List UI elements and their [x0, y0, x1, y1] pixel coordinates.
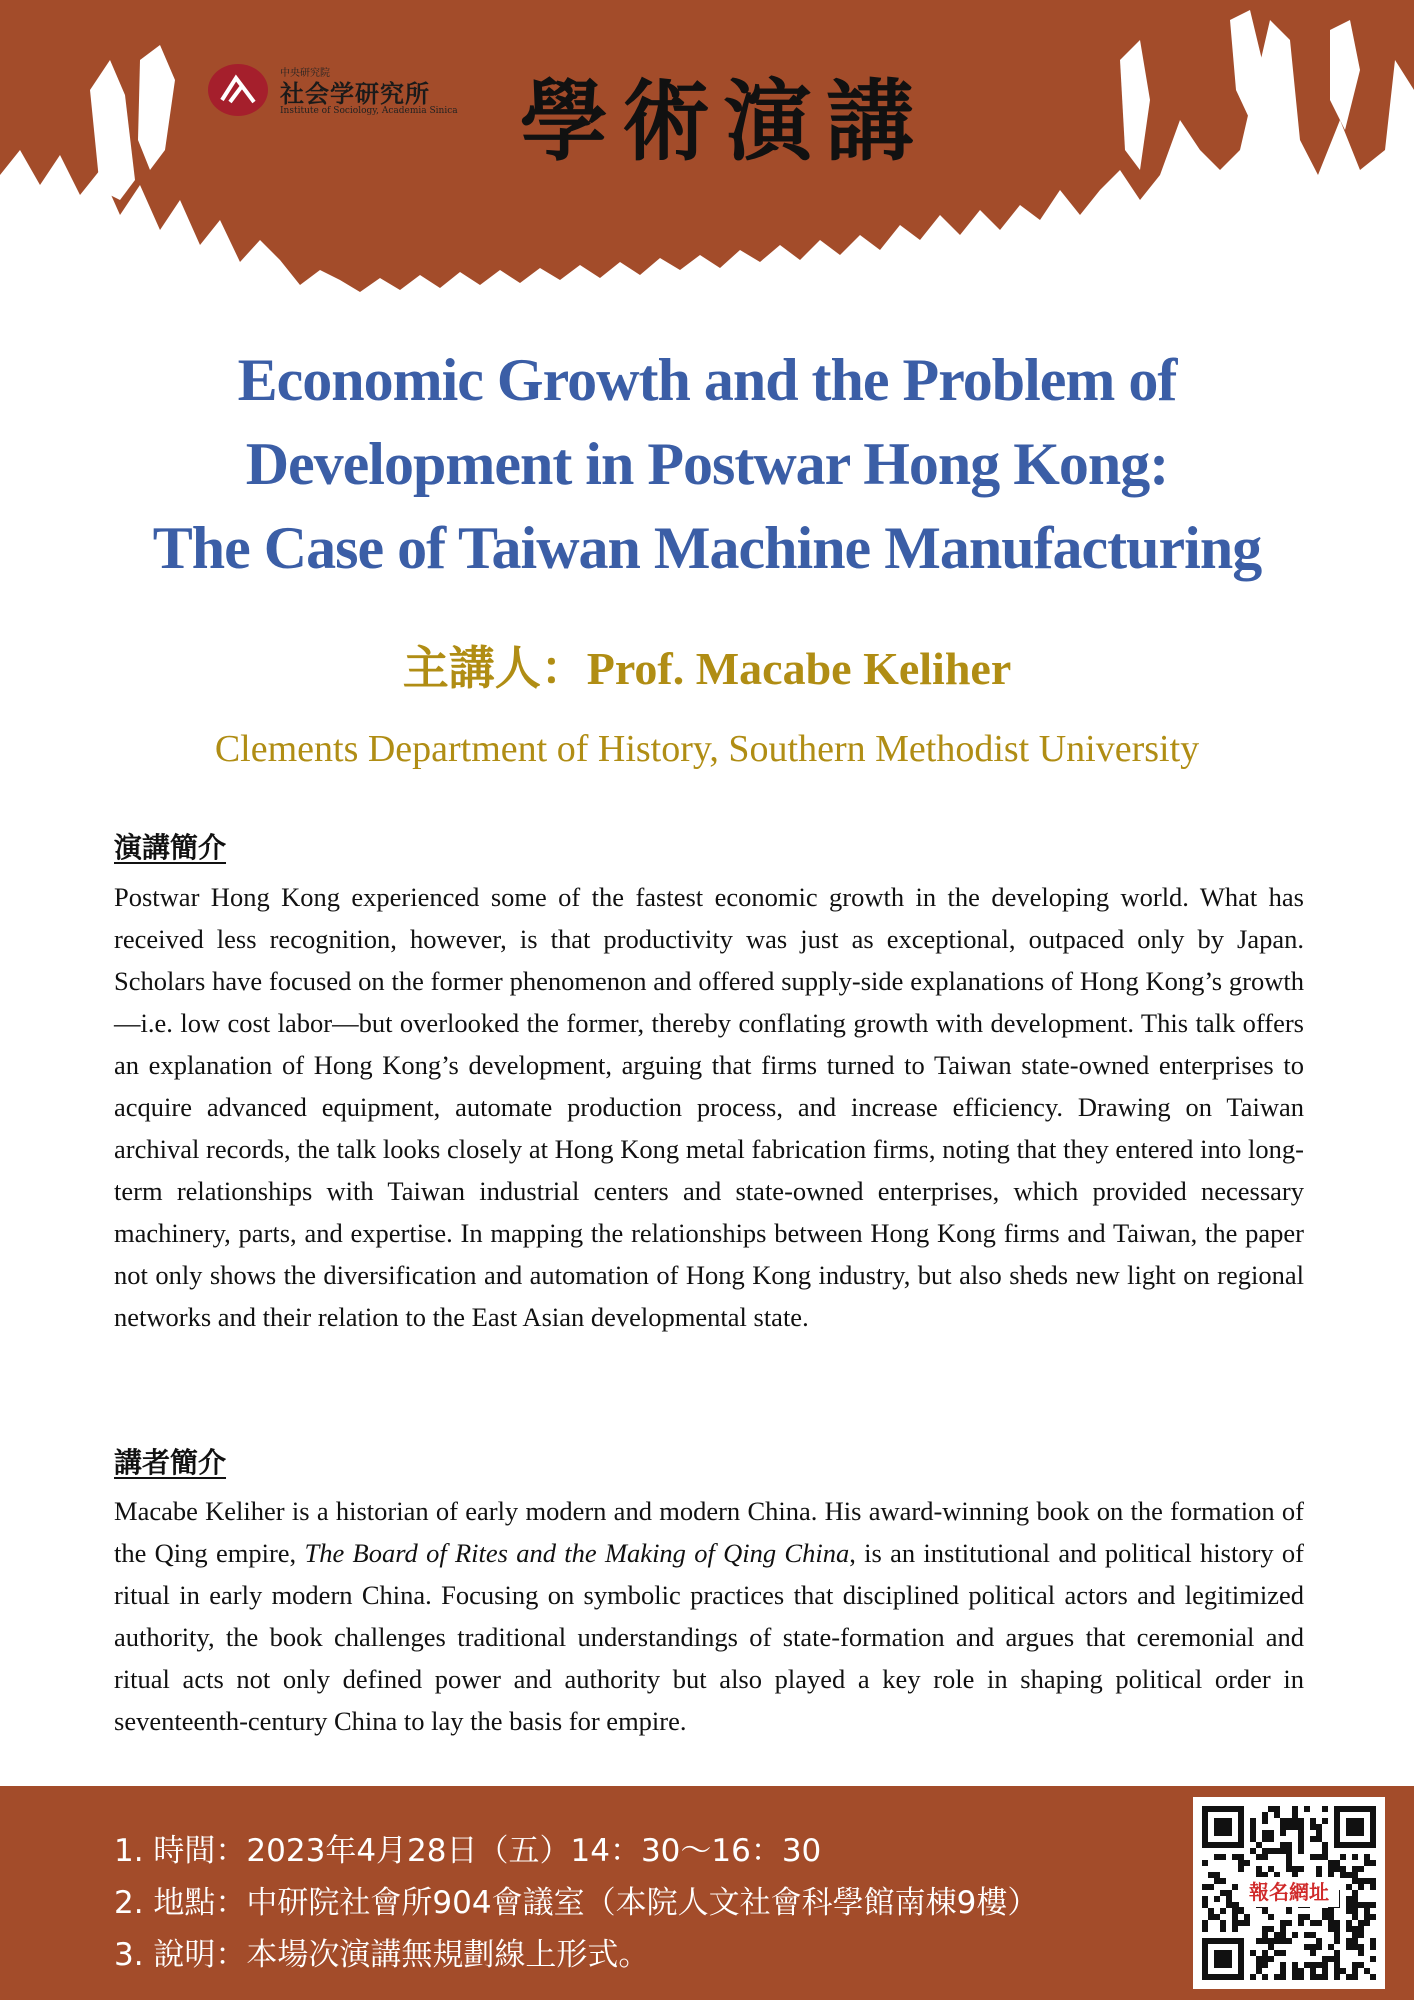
speaker-name: 主講人：Prof. Macabe Keliher [402, 643, 1012, 694]
banner-title: 學術演講 [520, 69, 929, 173]
bio-text-part: Macabe Keliher is a historian of early modern and modern China. His award-winning book on the formation of the Qing empire, [114, 1496, 1304, 1568]
bio-heading: 講者簡介 [114, 1446, 227, 1479]
talk-title-line: The Case of Taiwan Machine Manufacturing [152, 515, 1262, 581]
registration-qr-code[interactable] [1193, 1797, 1385, 1989]
talk-title [20, 338, 1394, 590]
bio-book-title: The Board of Rites and the Making of Qing China [304, 1538, 850, 1568]
logo-institute-name: 社会学研究所 [280, 79, 430, 108]
speaker-affiliation: Clements Department of History, Southern Methodist University [214, 728, 1200, 770]
talk-title-line: Development in Postwar Hong Kong: [245, 431, 1169, 497]
logo-academia-text: 中央研究院 [280, 68, 330, 79]
logo-english-name: Institute of Sociology, Academia Sinica [280, 106, 458, 116]
event-note: 3. 說明：本場次演講無規劃線上形式。 [114, 1937, 650, 1973]
qr-label: 報名網址 [1239, 1877, 1339, 1907]
abstract-text: Postwar Hong Kong experienced some of the fastest economic growth in the developing world. What has received less recognition, however, is that productivity was just as exceptional, outpaced only by Japan. Scholars have focused on the former phenomenon and offered supply-side explanations of Hong Kong’s growth—i.e. low cost labor—but overlooked the former, thereby conflating growth with development. This talk offers an explanation of Hong Kong’s development, arguing that firms turned to Taiwan state-owned enterprises to acquire advanced equipment, automate production process, and increase efficiency. Drawing on Taiwan archival records, the talk looks closely at Hong Kong metal fabrication firms, noting that they entered into long-term relationships with Taiwan industrial centers and state-owned enterprises, which provided necessary machinery, parts, and expertise. In mapping the relationships between Hong Kong firms and Taiwan, the paper not only shows the diversification and automation of Hong Kong industry, but also sheds new light on regional networks and their relation to the East Asian developmental state. [114, 882, 1304, 1332]
bio-text-part: , is an institutional and political history of ritual in early modern China. Focusing on symbolic practices that disciplined political actors and legitimized authority, the book challenges traditional understandings of state-formation and argues that ceremonial and ritual acts not only defined power and authority but also played a key role in shaping political order in seventeenth-century China to lay the basis for empire. [114, 1538, 1304, 1736]
abstract-heading: 演講簡介 [114, 831, 227, 864]
header-banner [0, 0, 1414, 300]
event-location: 2. 地點：中研院社會所904會議室（本院人文社會科學館南棟9樓） [114, 1885, 1039, 1921]
institute-logo [208, 62, 458, 122]
talk-title-line: Economic Growth and the Problem of [237, 347, 1177, 413]
bio-text [114, 1490, 1304, 1742]
event-time: 1. 時間：2023年4月28日（五）14：30～16：30 [114, 1833, 822, 1869]
institute-emblem-icon [208, 64, 268, 116]
